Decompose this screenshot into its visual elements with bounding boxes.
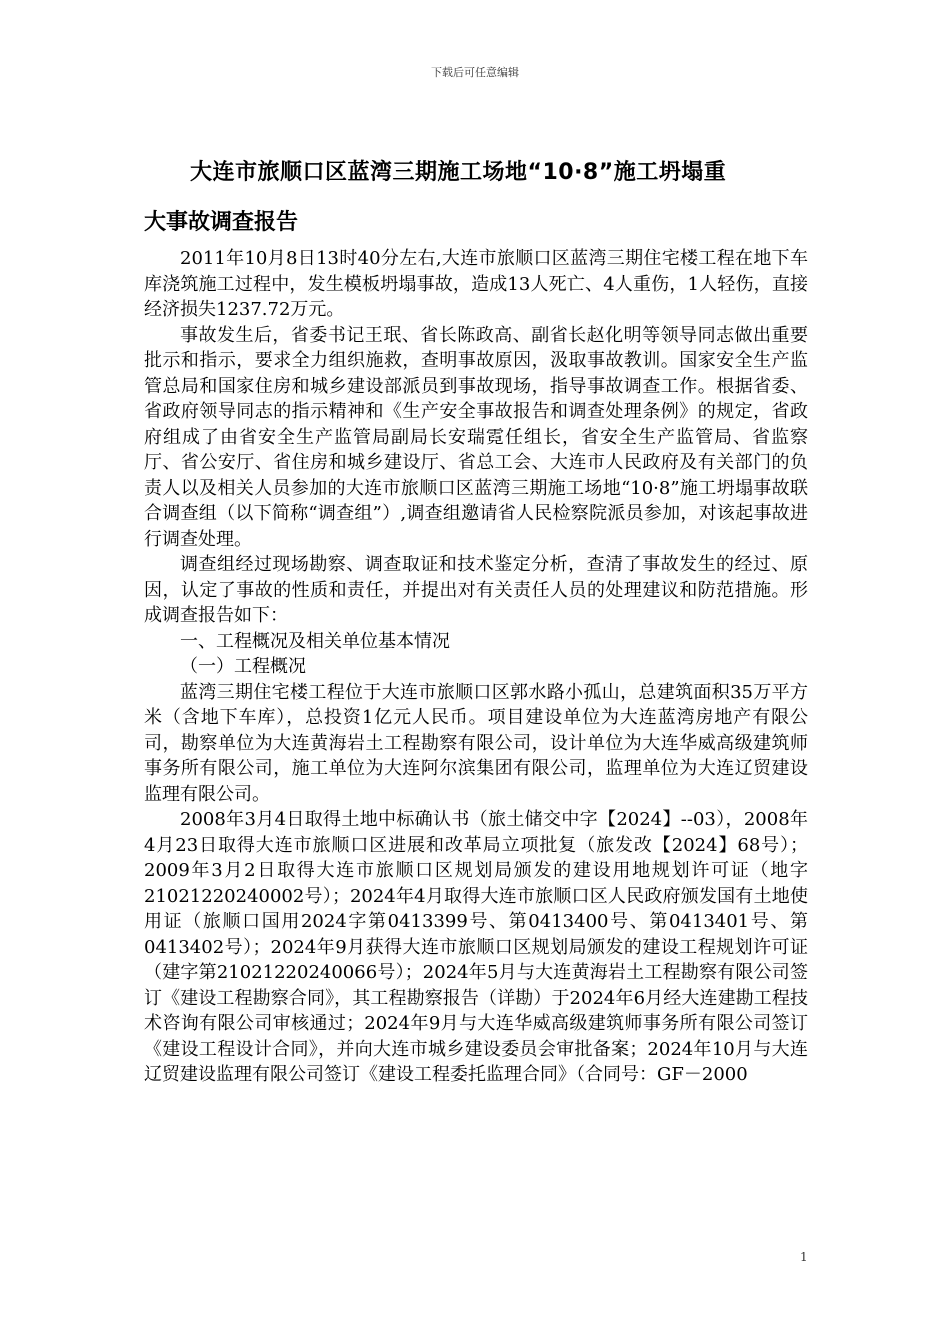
paragraph-investigation-result: 调查组经过现场勘察、调查取证和技术鉴定分析，查清了事故发生的经过、原因，认定了事故的性质和责任，并提出对有关责任人员的处理建议和防范措施。形成调查报告如下：	[144, 554, 808, 626]
document-title-line1: 大连市旅顺口区蓝湾三期施工场地“10·8”施工坍塌重	[190, 160, 727, 185]
document-title-line2: 大事故调查报告	[144, 210, 299, 235]
header-note: 下载后可任意编辑	[431, 66, 519, 79]
section-heading-1: 一、工程概况及相关单位基本情况	[180, 630, 450, 652]
paragraph-permits: 2008年3月4日取得土地中标确认书（旅土储交中字【2024】--03），2008年4月23日取得大连市旅顺口区进展和改革局立项批复（旅发改【2024】68号）；2009年3月2日取得大连市旅顺口区规划局颁发的建设用地规划许可证（地字21021220240002号）；2024年4月取得大连市旅顺口区人民政府颁发国有土地使用证（旅顺口国用2024字第0413399号、第0413400号、第0413401号、第0413402号）；2024年9月获得大连市旅顺口区规划局颁发的建设工程规划许可证（建字第21021220240066号）；2024年5月与大连黄海岩土工程勘察有限公司签订《建设工程勘察合同》，其工程勘察报告（详勘）于2024年6月经大连建勘工程技术咨询有限公司审核通过；2024年9月与大连华威高级建筑师事务所有限公司签订《建设工程设计合同》，并向大连市城乡建设委员会审批备案；2024年10月与大连辽贸建设监理有限公司签订《建设工程委托监理合同》（合同号：GF－2000	[144, 809, 808, 1085]
paragraph-investigation-setup: 事故发生后，省委书记王珉、省长陈政高、副省长赵化明等领导同志做出重要批示和指示，要求全力组织施救，查明事故原因，汲取事故教训。国家安全生产监管总局和国家住房和城乡建设部派员到事故现场，指导事故调查工作。根据省委、省政府领导同志的指示精神和《生产安全事故报告和调查处理条例》的规定，省政府组成了由省安全生产监管局副局长安瑞霓任组长，省安全生产监管局、省监察厅、省公安厅、省住房和城乡建设厅、省总工会、大连市人民政府及有关部门的负责人以及相关人员参加的大连市旅顺口区蓝湾三期施工场地“10·8”施工坍塌事故联合调查组（以下简称“调查组”）,调查组邀请省人民检察院派员参加，对该起事故进行调查处理。	[144, 324, 808, 550]
page-number: 1	[800, 1250, 808, 1264]
subsection-heading-1: （一）工程概况	[180, 656, 306, 677]
paragraph-accident-summary: 2011年10月8日13时40分左右,大连市旅顺口区蓝湾三期住宅楼工程在地下车库浇筑施工过程中，发生模板坍塌事故，造成13人死亡、4人重伤，1人轻伤，直接经济损失1237.72万元。	[144, 248, 808, 320]
paragraph-project-overview: 蓝湾三期住宅楼工程位于大连市旅顺口区郭水路小孤山，总建筑面积35万平方米（含地下车库），总投资1亿元人民币。项目建设单位为大连蓝湾房地产有限公司，勘察单位为大连黄海岩土工程勘察有限公司，设计单位为大连华威高级建筑师事务所有限公司，施工单位为大连阿尔滨集团有限公司，监理单位为大连辽贸建设监理有限公司。	[144, 681, 808, 805]
document-body	[144, 246, 808, 1088]
